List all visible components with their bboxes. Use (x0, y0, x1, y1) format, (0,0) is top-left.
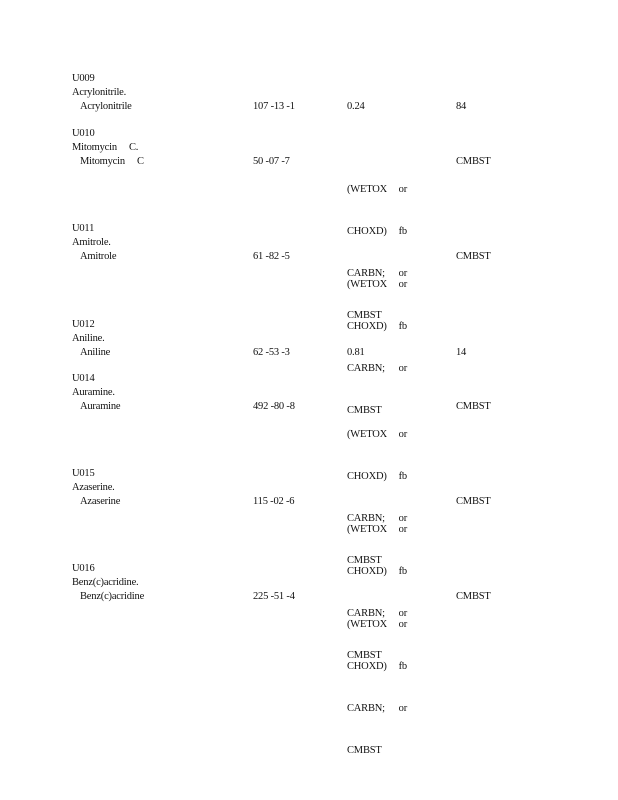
cas-number: 115 -02 -6 (253, 496, 295, 507)
constituent-name: Aniline (80, 347, 111, 358)
waste-code: U010 (72, 128, 95, 139)
technology-connector: fb (398, 566, 407, 577)
constituent-heading: Amitrole. (72, 237, 111, 248)
waste-code: U012 (72, 319, 95, 330)
technology-connector: or (398, 429, 407, 440)
cas-number: 225 -51 -4 (253, 591, 295, 602)
technology-term: CHOXD) (347, 661, 387, 672)
wastewater-concentration: 0.24 (347, 101, 365, 112)
constituent-name: Benz(c)acridine (80, 591, 145, 602)
constituent-heading: Aniline. (72, 333, 105, 344)
waste-code: U016 (72, 563, 95, 574)
constituent-heading: Azaserine. (72, 482, 115, 493)
waste-code: U014 (72, 373, 95, 384)
technology-connector: fb (398, 226, 407, 237)
technology-connector: fb (398, 471, 407, 482)
technology-term: (WETOX (347, 429, 388, 440)
technology-term: (WETOX (347, 184, 388, 195)
technology-connector: or (398, 279, 407, 290)
technology-connector: or (398, 363, 407, 374)
technology-term: CMBST (347, 405, 382, 416)
technology-term: (WETOX (347, 619, 388, 630)
cas-number: 107 -13 -1 (253, 101, 295, 112)
nonwastewater-standard: CMBST (456, 401, 491, 412)
technology-term: CARBN; (347, 703, 385, 714)
technology-connector: or (398, 184, 407, 195)
technology-connector: or (398, 513, 407, 524)
cas-number: 62 -53 -3 (253, 347, 290, 358)
cas-number: 50 -07 -7 (253, 156, 290, 167)
technology-term: CARBN; (347, 363, 385, 374)
nonwastewater-standard: 84 (456, 101, 467, 112)
technology-term: CARBN; (347, 268, 385, 279)
technology-connector: or (398, 268, 407, 279)
waste-code: U009 (72, 73, 95, 84)
technology-term: (WETOX (347, 524, 388, 535)
nonwastewater-standard: 14 (456, 347, 467, 358)
cas-number: 61 -82 -5 (253, 251, 290, 262)
constituent-heading: Auramine. (72, 387, 115, 398)
constituent-name: Amitrole (80, 251, 117, 262)
technology-connector: or (398, 703, 407, 714)
nonwastewater-standard: CMBST (456, 496, 491, 507)
technology-term: CHOXD) (347, 471, 387, 482)
constituent-name: Mitomycin C (80, 156, 144, 167)
technology-term: CMBST (347, 310, 382, 321)
technology-connector: or (398, 524, 407, 535)
cas-number: 492 -80 -8 (253, 401, 295, 412)
constituent-heading: Mitomycin C. (72, 142, 139, 153)
technology-term: CHOXD) (347, 566, 387, 577)
nonwastewater-standard: CMBST (456, 156, 491, 167)
waste-code: U015 (72, 468, 95, 479)
technology-connector: or (398, 608, 407, 619)
wastewater-concentration: 0.81 (347, 347, 365, 358)
waste-code: U011 (72, 223, 95, 234)
constituent-name: Acrylonitrile (80, 101, 132, 112)
technology-term: CMBST (347, 555, 382, 566)
technology-term: CARBN; (347, 608, 385, 619)
constituent-name: Azaserine (80, 496, 121, 507)
technology-term: CMBST (347, 745, 382, 756)
technology-connector: fb (398, 661, 407, 672)
technology-term: (WETOX (347, 279, 388, 290)
nonwastewater-standard: CMBST (456, 251, 491, 262)
technology-term: CHOXD) (347, 226, 387, 237)
technology-connector: or (398, 619, 407, 630)
constituent-heading: Benz(c)acridine. (72, 577, 139, 588)
constituent-name: Auramine (80, 401, 121, 412)
technology-connector: fb (398, 321, 407, 332)
technology-term: CMBST (347, 650, 382, 661)
technology-term: CARBN; (347, 513, 385, 524)
technology-term: CHOXD) (347, 321, 387, 332)
nonwastewater-standard: CMBST (456, 591, 491, 602)
technology-code (347, 590, 419, 786)
constituent-heading: Acrylonitrile. (72, 87, 127, 98)
